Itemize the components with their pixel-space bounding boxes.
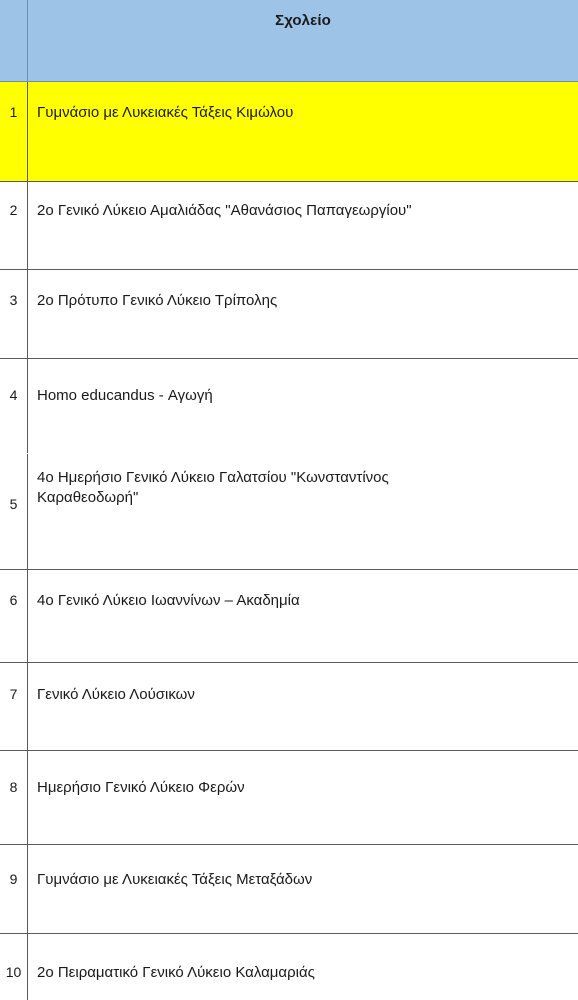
row-number: 3 — [9, 292, 18, 308]
column-divider — [27, 270, 28, 358]
table-row — [0, 845, 578, 934]
column-divider — [27, 845, 28, 933]
column-divider — [27, 663, 28, 750]
school-name: 2ο Πρότυπο Γενικό Λύκειο Τρίπολης — [37, 292, 278, 309]
row-number: 2 — [9, 202, 18, 218]
school-name: 2ο Γενικό Λύκειο Αμαλιάδας "Αθανάσιος Παπαγεωργίου" — [37, 202, 412, 219]
row-number: 8 — [9, 779, 18, 795]
row-number: 7 — [9, 686, 18, 702]
table-row — [0, 182, 578, 270]
table-header-row — [0, 0, 578, 82]
row-number: 1 — [9, 104, 18, 120]
column-divider — [27, 570, 28, 662]
column-divider — [27, 751, 28, 844]
table-row — [0, 751, 578, 845]
row-number: 10 — [5, 964, 22, 980]
school-name — [37, 468, 557, 508]
table-row — [0, 934, 578, 1000]
table-row — [0, 270, 578, 359]
school-name: 4ο Γενικό Λύκειο Ιωαννίνων – Ακαδημία — [37, 592, 300, 609]
school-name: Ημερήσιο Γενικό Λύκειο Φερών — [37, 779, 245, 796]
column-divider — [27, 934, 28, 1000]
row-number: 6 — [9, 592, 18, 608]
table-row — [0, 359, 578, 453]
school-name: Γυμνάσιο με Λυκειακές Τάξεις Μεταξάδων — [37, 871, 313, 888]
school-name: Homo educandus - Αγωγή — [37, 387, 213, 404]
table-row — [0, 82, 578, 182]
school-name: 2ο Πειραματικό Γενικό Λύκειο Καλαμαριάς — [37, 964, 315, 981]
table-row — [0, 570, 578, 663]
row-number: 4 — [9, 387, 18, 403]
school-name-line: Καραθεοδωρή" — [37, 489, 139, 506]
column-divider — [27, 82, 28, 181]
column-divider — [27, 359, 28, 453]
school-name: Γενικό Λύκειο Λούσικων — [37, 686, 195, 703]
column-divider — [27, 454, 28, 569]
table-row — [0, 454, 578, 570]
column-header-school: Σχολείο — [275, 12, 331, 29]
table-row — [0, 663, 578, 751]
school-name-line: 4ο Ημερήσιο Γενικό Λύκειο Γαλατσίου "Κωνσταντίνος — [37, 469, 389, 486]
row-number: 5 — [9, 496, 18, 512]
row-number: 9 — [9, 871, 18, 887]
header-number-cell — [0, 0, 28, 81]
school-name: Γυμνάσιο με Λυκειακές Τάξεις Κιμώλου — [37, 104, 294, 121]
column-divider — [27, 182, 28, 269]
